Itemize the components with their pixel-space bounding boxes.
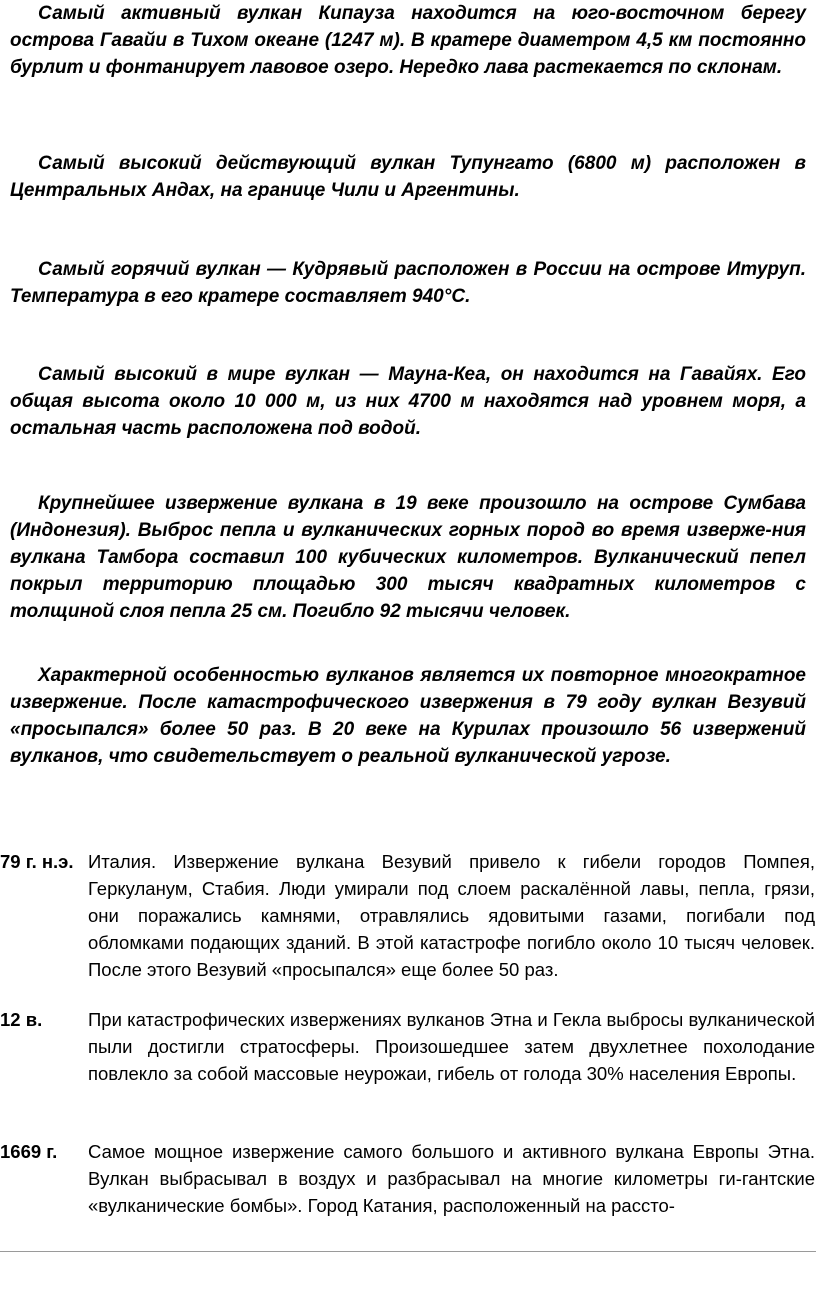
fact-paragraph: Крупнейшее извержение вулкана в 19 веке произошло на острове Сумбава (Индонезия). Выброс пепла и вулканических горных пород во время изверже-ния вулкана Тамбора составил 100 кубических километров. Вулканический пепел покрыл территорию площадью 300 тысяч квадратных километров с толщиной слоя пепла 25 см. Погибло 92 тысячи человек. [10, 493, 806, 622]
footer-divider [0, 1251, 816, 1252]
fact-paragraph: Характерной особенностью вулканов является их повторное многократное извержение. После катастрофического извержения в 79 году вулкан Везувий «просыпался» более 50 раз. В 20 веке на Курилах произошло 56 извержений вулканов, что свидетельствует о реальной вулканической угрозе. [10, 665, 806, 767]
entry-text: Италия. Извержение вулкана Везувий привело к гибели городов Помпея, Геркуланум, Стабия. Люди умирали под слоем раскалённой лавы, пепла, грязи, они поражались камнями, отравлялись ядовитыми газами, погибали под обломками подающих зданий. В этой катастрофе погибло около 10 тысяч человек. После этого Везувий «просыпался» еще более 50 раз. [88, 851, 815, 980]
entry-date: 79 г. н.э. [0, 851, 74, 872]
fact-paragraph: Самый активный вулкан Кипауза находится на юго-восточном берегу острова Гавайи в Тихом океане (1247 м). В кратере диаметром 4,5 км постоянно бурлит и фонтанирует лавовое озеро. Нередко лава растекается по склонам. [10, 3, 806, 78]
entry-text: При катастрофических извержениях вулканов Этна и Гекла выбросы вулканической пыли достигли стратосферы. Произошедшее затем двухлетнее похолодание повлекло за собой массовые неурожаи, гибель от голода 30% населения Европы. [88, 1009, 815, 1084]
entry-date: 1669 г. [0, 1141, 58, 1162]
entry-date: 12 в. [0, 1009, 43, 1030]
fact-paragraph: Самый горячий вулкан — Кудрявый расположен в России на острове Итуруп. Температура в его кратере составляет 940°С. [10, 259, 806, 307]
fact-paragraph: Самый высокий в мире вулкан — Мауна-Кеа, он находится на Гавайях. Его общая высота около 10 000 м, из них 4700 м находятся над уровнем моря, а остальная часть расположена под водой. [10, 364, 806, 439]
entry-text: Самое мощное извержение самого большого и активного вулкана Европы Этна. Вулкан выбрасывал в воздух и разбрасывал на многие километры ги-гантские «вулканические бомбы». Город Катания, расположенный на рассто- [88, 1141, 815, 1216]
fact-paragraph: Самый высокий действующий вулкан Тупунгато (6800 м) расположен в Центральных Андах, на границе Чили и Аргентины. [10, 153, 806, 201]
